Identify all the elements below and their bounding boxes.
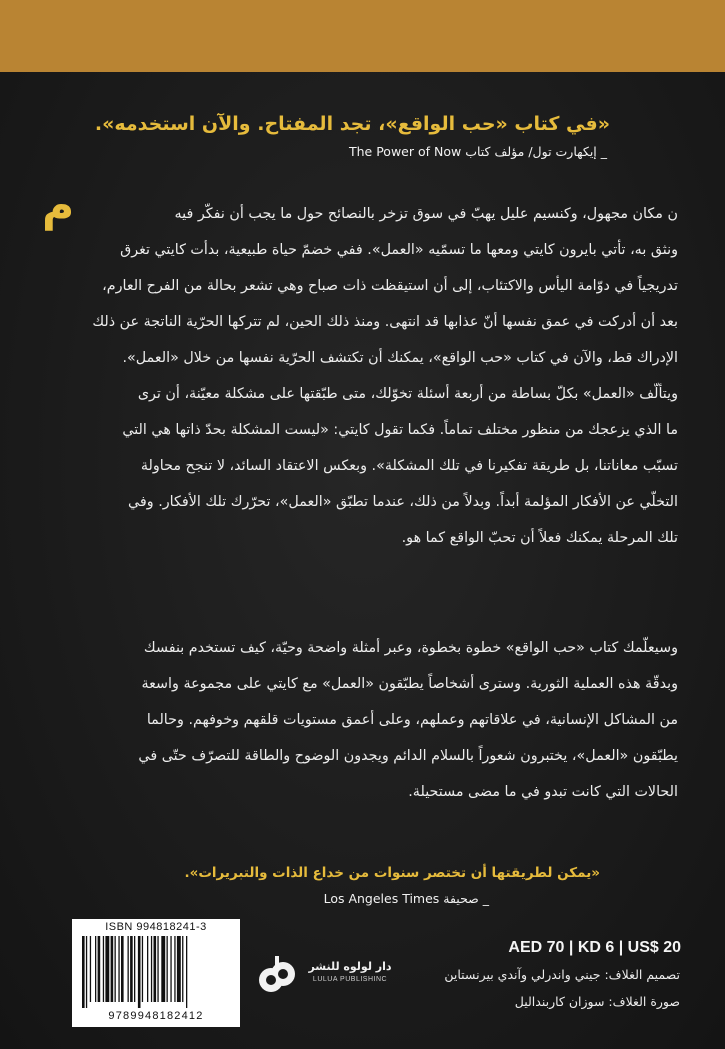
publisher-name-arabic: دار لولوه للنشر [308,960,392,973]
paragraph-line: تسبّب معاناتنا، بل طريقة تفكيرنا في تلك المشكلة». وبعكس الاعتقاد السائد، لا تنجح محاولة [140,458,678,474]
barcode-bars [80,936,232,1008]
paragraph-line: تلك المرحلة يمكنك فعلاً أن تحبّ الواقع كما هو. [401,530,678,546]
paragraph-line: من المشاكل الإنسانية، في علاقاتهم وعملهم، وعلى أعمق مستويات قلقهم وخوفهم. وحالما [146,712,678,728]
top-quote: «في كتاب «حب الواقع»، تجد المفتاح. والآن استخدمه». [94,113,610,135]
top-color-band [0,0,725,72]
paragraph-line: الحالات التي كانت تبدو في ما مضى مستحيلة. [408,784,678,800]
publisher-name-english: LULUA PUBLISHINC [312,976,388,983]
paragraph-line: التخلّي عن الأفكار المؤلمة أبداً. وبدلاً من ذلك، عندما تطبّق «العمل»، تحرّرك تلك الأفكار. وفي [128,494,678,510]
paragraph-line: يطبّقون «العمل»، يختبرون شعوراً بالسلام الدائم ويجدون الوضوح والطاقة للتصرّف حتّى في [138,748,678,764]
barcode-panel [72,919,240,1027]
paragraph-line: وسيعلّمك كتاب «حب الواقع» خطوة بخطوة، وعبر أمثلة واضحة وحيّة، كيف تستخدم بنفسك [143,640,678,656]
paragraph-line: تدريجياً في دوّامة اليأس والاكتئاب، إلى أن استيقظت ذات صباح وهي تشعر بحالة من الفرح العارم، [102,278,678,294]
paragraph-line: الإدراك قط، والآن في كتاب «حب الواقع»، يمكنك أن تكتشف الحرّية نفسها من خلال «العمل». [122,350,678,366]
paragraph-line: وبدقّة هذه العملية الثورية. وسترى أشخاصاً يطبّقون «العمل» مع كايتي على مجموعة واسعة [141,676,678,692]
paragraph-line: ونثق به، تأتي بايرون كايتي ومعها ما تسمّيه «العمل». ففي خضمّ حياة طبيعية، بدأت كايتي تغرق [120,242,678,258]
description-paragraph-2 [46,630,678,810]
drop-cap-letter: م [42,180,75,231]
bottom-quote-attribution: _ صحيفة Los Angeles Times [323,891,489,906]
bottom-quote: «يمكن لطريقتها أن تختصر سنوات من خداع الذات والتبريرات». [184,865,600,881]
barcode-number: 9789948182412 [108,1010,204,1022]
cover-design-credit: تصميم الغلاف: جيني واندرلي وآندي بيرنستاين [444,967,680,982]
description-paragraph-1 [46,196,678,556]
paragraph-line: بعد أن أدركت في عمق نفسها أنّ عذابها قد انتهى. ومنذ ذلك الحين، لم تتركها الحرّية الناتجة عن ذلك [92,314,678,330]
isbn-label: ISBN 994818241-3 [105,921,207,933]
cover-photo-credit: صورة الغلاف: سوزان كاربنداليل [514,994,680,1009]
paragraph-line: ن مكان مجهول، وكنسيم عليل يهبّ في سوق تزخر بالنصائح حول ما يجب أن نفكّر فيه [174,206,678,222]
paragraph-line: ما الذي يزعجك من منظور مختلف تماماً. فكما تقول كايتي: «ليست المشكلة بحدّ ذاتها هي التي [122,422,678,438]
paragraph-line: ويتألّف «العمل» بكلّ بساطة من أربعة أسئلة تخوّلك، متى طبّقتها على مشكلة معيّنة، أن ترى [137,386,678,402]
top-quote-attribution: _ إيكهارت تول/ مؤلف كتاب The Power of Now [348,144,607,159]
price-label: AED 70 | KD 6 | US$ 20 [508,939,681,956]
publisher-logo-icon [256,952,298,998]
